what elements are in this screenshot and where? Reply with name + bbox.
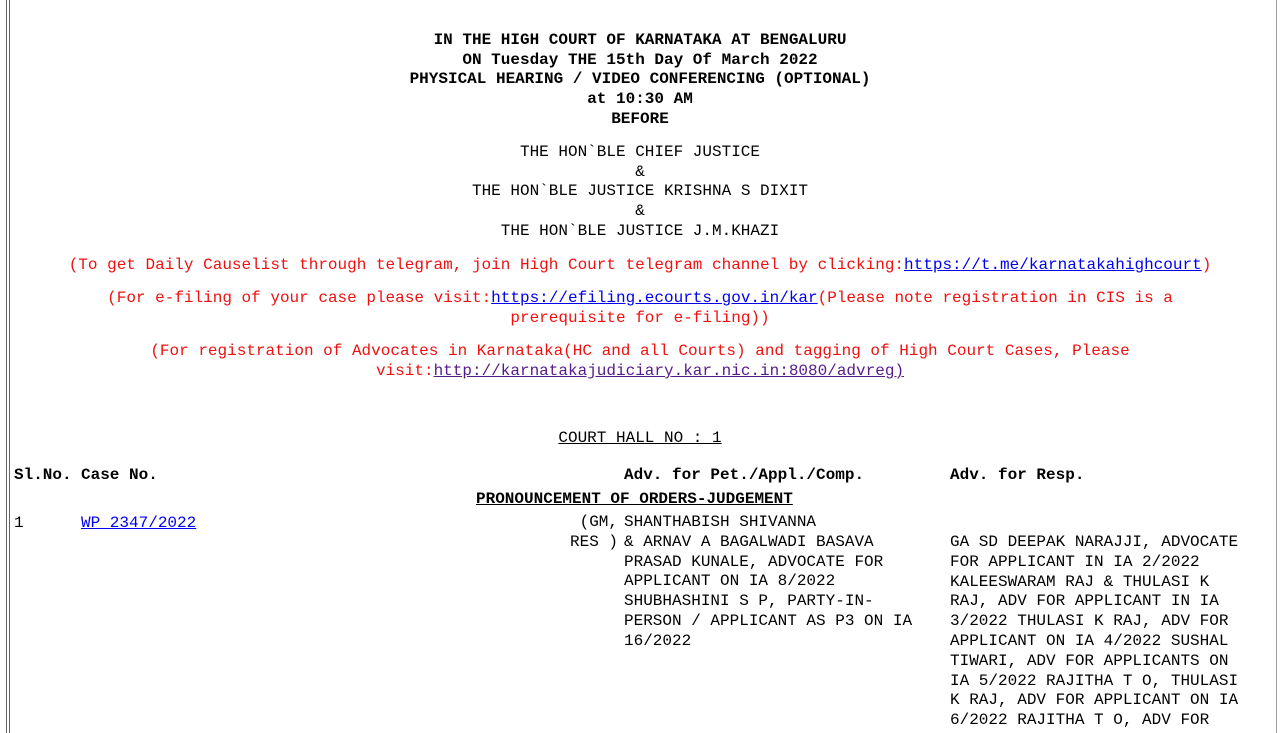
ampersand: & bbox=[635, 163, 645, 181]
advocate-registration-line2 bbox=[0, 361, 1280, 381]
telegram-notice-close: ) bbox=[1201, 256, 1212, 274]
petitioner-advocates: SHANTHABISH SHIVANNA & ARNAV A BAGALWADI BASAVA PRASAD KUNALE, ADVOCATE FOR APPLICANT ON IA 8/2022 SHUBHASHINI S P, PARTY-IN- PERSON / APPLICANT AS P3 ON IA 16/2022 bbox=[624, 513, 913, 650]
efiling-notice-text2: (Please note registration in CIS is a bbox=[817, 289, 1173, 307]
judge-chief-justice: THE HON`BLE CHIEF JUSTICE bbox=[519, 143, 761, 161]
case-number-link[interactable]: WP 2347/2022 bbox=[81, 514, 197, 532]
header-sl-no: Sl.No. bbox=[14, 466, 72, 484]
judge-krishna-s-dixit: THE HON`BLE JUSTICE KRISHNA S DIXIT bbox=[471, 182, 809, 200]
row-sl-no: 1 bbox=[14, 514, 24, 532]
court-title: IN THE HIGH COURT OF KARNATAKA AT BENGALURU bbox=[433, 31, 847, 49]
hearing-date: ON Tuesday THE 15th Day Of March 2022 bbox=[462, 51, 818, 69]
before-label: BEFORE bbox=[611, 110, 669, 128]
section-title: PRONOUNCEMENT OF ORDERS-JUDGEMENT bbox=[476, 490, 793, 508]
efiling-notice-text: (For e-filing of your case please visit: bbox=[107, 289, 492, 307]
header-adv-resp: Adv. for Resp. bbox=[950, 466, 1085, 484]
advocate-registration-link[interactable]: http://karnatakajudiciary.kar.nic.in:8080/advreg) bbox=[433, 362, 905, 380]
telegram-channel-link[interactable]: https://t.me/karnatakahighcourt bbox=[904, 256, 1202, 274]
telegram-notice-text: (To get Daily Causelist through telegram, join High Court telegram channel by clicking: bbox=[68, 256, 905, 274]
court-hall-heading: COURT HALL NO : 1 bbox=[558, 429, 722, 447]
efiling-notice-line2: prerequisite for e-filing)) bbox=[510, 309, 770, 327]
header-adv-pet: Adv. for Pet./Appl./Comp. bbox=[624, 466, 865, 484]
header-case-no: Case No. bbox=[81, 466, 158, 484]
efiling-link[interactable]: https://efiling.ecourts.gov.in/kar bbox=[491, 289, 818, 307]
ampersand: & bbox=[635, 202, 645, 220]
respondent-advocates: GA SD DEEPAK NARAJJI, ADVOCATE FOR APPLICANT IN IA 2/2022 KALEESWARAM RAJ & THULASI K RAJ, ADV FOR APPLICANT IN IA 3/2022 THULASI K RAJ, ADV FOR APPLICANT ON IA 4/2022 SUSHAL TIWARI, ADV FOR APPLICANTS ON IA 5/2022 RAJITHA T O, THULASI K RAJ, ADV FOR APPLICANT ON IA 6/2022 RAJITHA T O, ADV FOR bbox=[950, 533, 1239, 730]
advocate-registration-notice: (For registration of Advocates in Karnataka(HC and all Courts) and tagging of High Court Cases, Please bbox=[150, 342, 1130, 360]
advreg-visit-text: visit: bbox=[375, 362, 434, 380]
hearing-time: at 10:30 AM bbox=[587, 90, 693, 108]
party-tag: (GM, RES ) bbox=[569, 513, 618, 551]
hearing-mode: PHYSICAL HEARING / VIDEO CONFERENCING (OPTIONAL) bbox=[409, 70, 871, 88]
telegram-notice bbox=[0, 255, 1280, 275]
efiling-notice bbox=[0, 288, 1280, 308]
judge-jm-khazi: THE HON`BLE JUSTICE J.M.KHAZI bbox=[500, 222, 780, 240]
